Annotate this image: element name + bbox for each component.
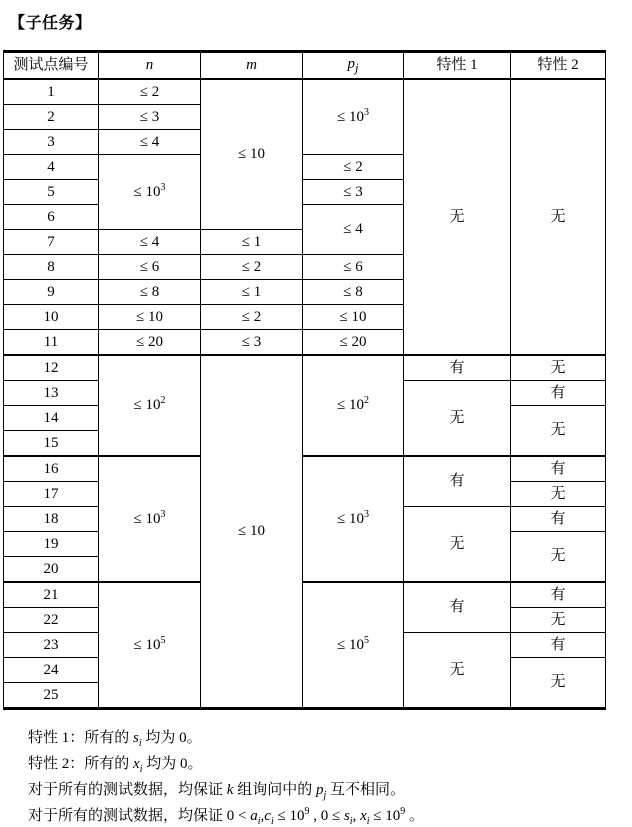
cell-m-r11: ≤ 3 [201,330,303,356]
cell-id-22: 22 [4,608,99,633]
cell-id-20: 20 [4,557,99,583]
cell-feat1-r21-22: 有 [404,582,511,633]
value-base: ≤ 10 [337,397,364,414]
math-var: k [226,782,234,798]
value-base: ≤ 10 [133,397,161,414]
math-sub: i [257,816,261,827]
cell-m-r9: ≤ 1 [201,280,303,305]
math-exponent: 9 [304,806,310,817]
table-row [4,582,606,608]
cell-feat1-r13-15: 无 [404,381,511,457]
cell-n-r16-20 [99,456,201,582]
cell-feat2-r21: 有 [511,582,606,608]
section-title: 【子任务】 [9,15,92,32]
note-value-ranges [28,806,632,827]
value-exponent: 3 [160,181,166,193]
cell-id-8: 8 [4,255,99,280]
math-sub-j: j [355,60,359,75]
math-sub: i [349,816,353,827]
col-header-pj [303,52,404,80]
cell-id-11: 11 [4,330,99,356]
value-exponent: 3 [160,508,166,520]
cell-n-r10: ≤ 10 [99,305,201,330]
cell-id-16: 16 [4,456,99,482]
cell-id-2: 2 [4,105,99,130]
note-text: 。 [405,808,425,824]
math-comma: , [260,808,265,824]
cell-p-r4: ≤ 2 [303,155,404,180]
cell-id-9: 9 [4,280,99,305]
cell-id-1: 1 [4,79,99,105]
cell-id-21: 21 [4,582,99,608]
math-var: a [250,808,258,824]
cell-n-r7: ≤ 4 [99,230,201,255]
col-header-m [201,52,303,80]
cell-feat2-r12: 无 [511,355,606,381]
note-text: 特性 2：所有的 [28,756,134,772]
cell-feat1-r18-20: 无 [404,507,511,583]
value-exponent: 3 [363,106,369,118]
value-exponent: 2 [160,395,166,407]
cell-id-5: 5 [4,180,99,205]
cell-id-25: 25 [4,683,99,709]
cell-feat2-r1-11: 无 [511,79,606,355]
math-exponent: 9 [400,806,406,817]
cell-id-4: 4 [4,155,99,180]
cell-id-17: 17 [4,482,99,507]
math-var-m: m [246,57,257,74]
cell-id-3: 3 [4,130,99,155]
cell-m-r10: ≤ 2 [201,305,303,330]
cell-feat1-r16-17: 有 [404,456,511,507]
cell-p-r12-15 [303,355,404,456]
cell-id-23: 23 [4,633,99,658]
math-var-n: n [145,57,154,74]
table-row [4,355,606,381]
cell-n-r8: ≤ 6 [99,255,201,280]
cell-id-12: 12 [4,355,99,381]
note-text: 互不相同。 [326,782,405,798]
math-sub: i [138,738,142,749]
cell-feat1-r12: 有 [404,355,511,381]
math-sub: i [270,816,274,827]
col-header-feat2: 特性 2 [511,52,606,80]
cell-p-r16-20 [303,456,404,582]
math-relation: ≤ 10 [369,808,401,824]
cell-feat2-r13: 有 [511,381,606,406]
col-header-n [99,52,201,80]
cell-n-r21-25 [99,582,201,709]
note-distinct-queries [28,782,632,801]
math-relation: , 0 ≤ [309,808,344,824]
math-sub: i [366,816,370,827]
value-base: ≤ 10 [337,510,364,527]
cell-m-r12-25: ≤ 10 [201,355,303,709]
cell-n-r2: ≤ 3 [99,105,201,130]
table-row [4,79,606,105]
note-text: 对于所有的测试数据，均保证 [28,782,227,798]
cell-id-6: 6 [4,205,99,230]
cell-m-r7: ≤ 1 [201,230,303,255]
cell-feat2-r23: 有 [511,633,606,658]
header-row [4,52,606,80]
cell-feat2-r22: 无 [511,608,606,633]
value-exponent: 3 [363,508,369,520]
cell-id-7: 7 [4,230,99,255]
math-sub: i [139,764,143,775]
footnotes [28,730,632,827]
cell-p-r5: ≤ 3 [303,180,404,205]
cell-p-r11: ≤ 20 [303,330,404,356]
cell-id-18: 18 [4,507,99,532]
cell-m-r1-6: ≤ 10 [201,79,303,230]
cell-id-19: 19 [4,532,99,557]
value-base: ≤ 10 [337,636,364,653]
value-exponent: 2 [363,395,369,407]
note-feature1-definition [28,730,632,749]
cell-feat2-r24-25: 无 [511,658,606,709]
cell-feat2-r16: 有 [511,456,606,482]
cell-p-r6-7: ≤ 4 [303,205,404,255]
math-var: s [343,808,350,824]
cell-id-10: 10 [4,305,99,330]
cell-p-r1-3 [303,79,404,155]
cell-m-r8: ≤ 2 [201,255,303,280]
math-var: s [133,730,139,746]
math-var: x [133,756,140,772]
cell-n-r12-15 [99,355,201,456]
cell-id-24: 24 [4,658,99,683]
cell-feat1-r1-11: 无 [404,79,511,355]
cell-n-r11: ≤ 20 [99,330,201,356]
cell-id-13: 13 [4,381,99,406]
cell-feat1-r23-25: 无 [404,633,511,709]
value-base: ≤ 10 [337,108,364,125]
cell-id-14: 14 [4,406,99,431]
note-text: 对于所有的测试数据，均保证 [28,808,227,824]
col-header-test-id: 测试点编号 [4,52,99,80]
cell-id-15: 15 [4,431,99,457]
table-row [4,456,606,482]
math-var: p [315,782,324,798]
math-relation: ≤ 10 [273,808,305,824]
cell-n-r1: ≤ 2 [99,79,201,105]
cell-p-r10: ≤ 10 [303,305,404,330]
cell-feat2-r18: 有 [511,507,606,532]
note-text: 均为 0。 [142,756,203,772]
math-relation: 0 < [226,808,251,824]
cell-p-r21-25 [303,582,404,709]
math-sub: j [323,790,327,801]
subtask-constraints-table [3,50,606,710]
cell-n-r4-6 [99,155,201,230]
math-var: x [360,808,367,824]
note-text: 特性 1：所有的 [28,730,134,746]
cell-n-r9: ≤ 8 [99,280,201,305]
math-var-p: p [347,55,355,72]
value-base: ≤ 10 [133,183,161,200]
cell-p-r8: ≤ 6 [303,255,404,280]
cell-feat2-r19-20: 无 [511,532,606,583]
cell-feat2-r14-15: 无 [511,406,606,457]
value-base: ≤ 10 [133,510,161,527]
cell-n-r3: ≤ 4 [99,130,201,155]
col-header-feat1: 特性 1 [404,52,511,80]
note-feature2-definition [28,756,632,775]
value-exponent: 5 [363,634,369,646]
value-base: ≤ 10 [133,636,161,653]
cell-p-r9: ≤ 8 [303,280,404,305]
math-var: c [264,808,271,824]
cell-feat2-r17: 无 [511,482,606,507]
value-exponent: 5 [160,634,166,646]
math-comma: , [352,808,361,824]
note-text: 均为 0。 [141,730,202,746]
note-text: 组询问中的 [233,782,316,798]
